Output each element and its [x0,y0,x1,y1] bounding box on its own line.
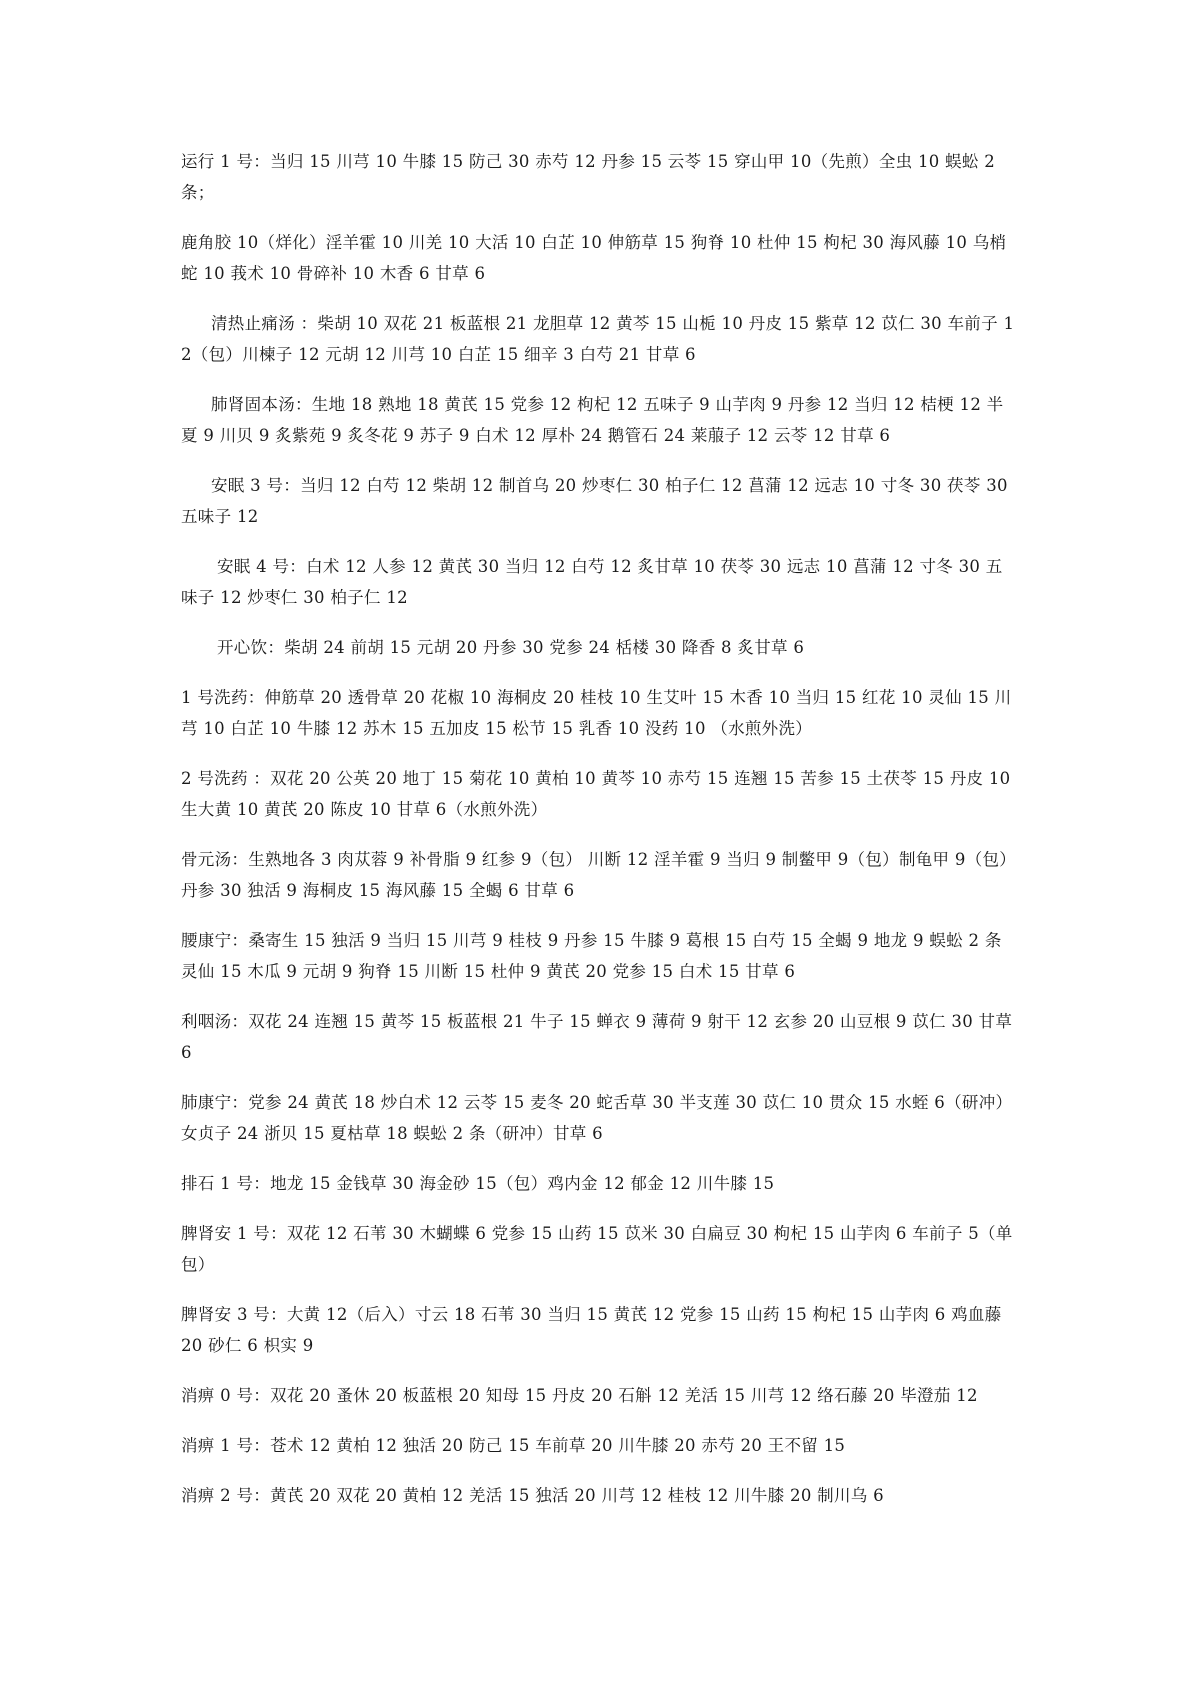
prescription-paragraph: 鹿角胶 10（烊化）淫羊霍 10 川羌 10 大活 10 白芷 10 伸筋草 15 狗脊 10 杜仲 15 枸杞 30 海风藤 10 乌梢蛇 10 莪术 10 骨碎补 10 木香 6 甘草 6 [181,233,1007,283]
prescription-paragraph: 消痹 1 号：苍术 12 黄柏 12 独活 20 防己 15 车前草 20 川牛膝 20 赤芍 20 王不留 15 [181,1436,846,1455]
prescription-paragraph: 消痹 0 号：双花 20 蚤休 20 板蓝根 20 知母 15 丹皮 20 石斛 12 羌活 15 川芎 12 络石藤 20 毕澄茄 12 [181,1386,978,1405]
prescription-paragraph: 运行 1 号：当归 15 川芎 10 牛膝 15 防己 30 赤芍 12 丹参 15 云苓 15 穿山甲 10（先煎）全虫 10 蜈蚣 2 条； [181,152,996,202]
prescription-paragraph: 脾肾安 3 号：大黄 12（后入）寸云 18 石苇 30 当归 15 黄芪 12 党参 15 山药 15 枸杞 15 山芋肉 6 鸡血藤 20 砂仁 6 枳实 9 [181,1305,1002,1355]
prescription-paragraph: 腰康宁：桑寄生 15 独活 9 当归 15 川芎 9 桂枝 9 丹参 15 牛膝 9 葛根 15 白芍 15 全蝎 9 地龙 9 蜈蚣 2 条 灵仙 15 木瓜 9 元胡 9 狗脊 15 川断 15 杜仲 9 黄芪 20 党参 15 白术 15 甘草 6 [181,931,1002,981]
prescription-paragraph: 2 号洗药 ：双花 20 公英 20 地丁 15 菊花 10 黄柏 10 黄芩 10 赤芍 15 连翘 15 苦参 15 土茯苓 15 丹皮 10 生大黄 10 黄芪 20 陈皮 10 甘草 6（水煎外洗） [181,769,1011,819]
prescription-paragraph: 肺肾固本汤：生地 18 熟地 18 黄芪 15 党参 12 枸杞 12 五味子 9 山芋肉 9 丹参 12 当归 12 桔梗 12 半夏 9 川贝 9 炙紫苑 9 炙冬花 9 苏子 9 白术 12 厚朴 24 鹅管石 24 莱菔子 12 云苓 12 甘草 6 [181,395,1004,445]
prescription-paragraph: 1 号洗药：伸筋草 20 透骨草 20 花椒 10 海桐皮 20 桂枝 10 生艾叶 15 木香 10 当归 15 红花 10 灵仙 15 川芎 10 白芷 10 牛膝 12 苏木 15 五加皮 15 松节 15 乳香 10 没药 10 （水煎外洗） [181,688,1012,738]
prescription-paragraph: 脾肾安 1 号：双花 12 石苇 30 木蝴蝶 6 党参 15 山药 15 苡米 30 白扁豆 30 枸杞 15 山芋肉 6 车前子 5（单包） [181,1224,1013,1274]
prescription-paragraph: 骨元汤：生熟地各 3 肉苁蓉 9 补骨脂 9 红参 9（包） 川断 12 淫羊霍 9 当归 9 制鳖甲 9（包）制龟甲 9（包）丹参 30 独活 9 海桐皮 15 海风藤 15 全蝎 6 甘草 6 [181,850,1017,900]
prescription-paragraph: 利咽汤：双花 24 连翘 15 黄芩 15 板蓝根 21 牛子 15 蝉衣 9 薄荷 9 射干 12 玄参 20 山豆根 9 苡仁 30 甘草 6 [181,1012,1013,1062]
prescription-paragraph: 安眠 3 号：当归 12 白芍 12 柴胡 12 制首乌 20 炒枣仁 30 柏子仁 12 菖蒲 12 远志 10 寸冬 30 茯苓 30 五味子 12 [181,476,1008,526]
prescription-paragraph: 安眠 4 号：白术 12 人参 12 黄芪 30 当归 12 白芍 12 炙甘草 10 茯苓 30 远志 10 菖蒲 12 寸冬 30 五味子 12 炒枣仁 30 柏子仁 12 [181,557,1003,607]
prescription-paragraph: 肺康宁：党参 24 黄芪 18 炒白术 12 云苓 15 麦冬 20 蛇舌草 30 半支莲 30 苡仁 10 贯众 15 水蛭 6（研冲）女贞子 24 浙贝 15 夏枯草 18 蜈蚣 2 条（研冲）甘草 6 [181,1093,1013,1143]
prescription-paragraph: 排石 1 号：地龙 15 金钱草 30 海金砂 15（包）鸡内金 12 郁金 12 川牛膝 15 [181,1174,775,1193]
prescription-paragraph: 清热止痛汤 ：柴胡 10 双花 21 板蓝根 21 龙胆草 12 黄芩 15 山栀 10 丹皮 15 紫草 12 苡仁 30 车前子 12（包）川楝子 12 元胡 12 川芎 10 白芷 15 细辛 3 白芍 21 甘草 6 [181,314,1015,364]
prescription-paragraph: 开心饮：柴胡 24 前胡 15 元胡 20 丹参 30 党参 24 栝楼 30 降香 8 炙甘草 6 [217,638,805,657]
prescription-paragraph: 消痹 2 号：黄芪 20 双花 20 黄柏 12 羌活 15 独活 20 川芎 12 桂枝 12 川牛膝 20 制川乌 6 [181,1486,884,1505]
document-body [181,146,1017,1530]
